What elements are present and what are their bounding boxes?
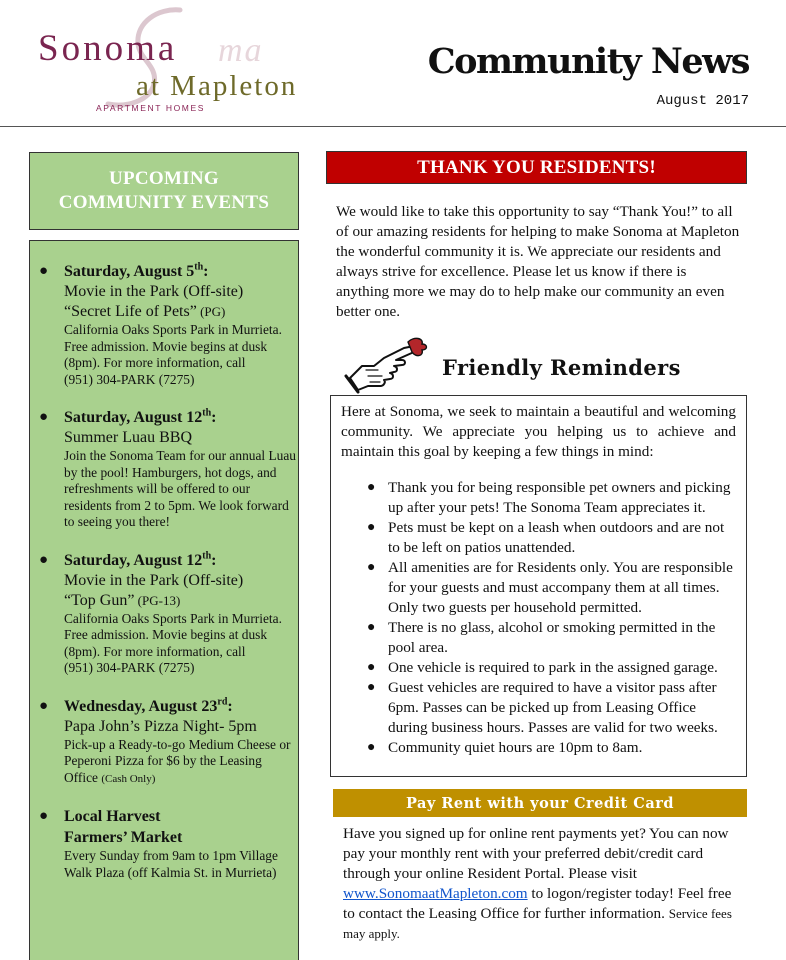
event-title: Movie in the Park (Off-site): [64, 571, 244, 589]
upcoming-events-heading: [29, 152, 299, 230]
bullet-icon: ●: [367, 680, 376, 695]
event-rating: (PG): [196, 304, 226, 319]
event-note: (Cash Only): [101, 772, 156, 785]
event-phone: (951) 304-PARK (7275): [64, 660, 195, 675]
thank-you-heading-text: THANK YOU RESIDENTS!: [417, 156, 656, 178]
event-item: [30, 407, 298, 531]
event-subtitle: “Secret Life of Pets” (PG): [64, 303, 226, 320]
event-item: [30, 806, 298, 881]
bullet-icon: ●: [367, 520, 376, 535]
event-date: Saturday, August 12th:: [64, 550, 217, 569]
event-item: [30, 550, 298, 677]
logo-name-mapleton: at Mapleton: [136, 70, 298, 102]
event-date: Wednesday, August 23rd:: [64, 696, 233, 715]
bullet-icon: ●: [39, 551, 49, 568]
service-fee-note: Service fees may apply.: [343, 906, 732, 941]
reminder-item: ● There is no glass, alcohol or smoking permitted in the pool area.: [367, 619, 716, 656]
event-rating: (PG-13): [134, 592, 181, 608]
event-title: Summer Luau BBQ: [64, 429, 192, 446]
event-date: Local Harvest: [64, 808, 161, 825]
thank-you-body: We would like to take this opportunity to say “Thank You!” to all of our amazing residents for helping to make Sonoma at Mapleton the wonderful community it is. We appreciate our residents and always strive for excellence. Please let us know if there is anything more we may do to help make our community an even better one.: [336, 203, 740, 320]
event-date: Saturday, August 12th:: [64, 407, 217, 426]
pointing-hand-icon: [344, 336, 430, 394]
reminder-item: ● Guest vehicles are required to have a visitor pass after 6pm. Passes can be picked up from Leasing Office during business hours. Passes are valid for two weeks.: [367, 679, 718, 736]
reminder-item: ● Thank you for being responsible pet owners and picking up after your pets! The Sonoma Team appreciates it.: [367, 479, 731, 516]
sonoma-logo: [30, 4, 310, 116]
event-description: Join the Sonoma Team for our annual Luau by the pool! Hamburgers, hot dogs, and refreshments will be offered to our residents from 2 to 5pm. We look forward to seeing you there!: [64, 448, 296, 529]
friendly-reminders-title: Friendly Reminders: [442, 355, 681, 380]
event-description: California Oaks Sports Park in Murrieta. Free admission. Movie begins at dusk (8pm). For more information, call: [64, 322, 282, 370]
bullet-icon: ●: [39, 808, 49, 824]
logo-name-sonoma: Sonoma: [38, 28, 178, 69]
event-title: Farmers’ Market: [64, 829, 183, 846]
pay-rent-heading: [333, 789, 747, 817]
newsletter-title: Community News: [427, 41, 749, 82]
logo-ghost-text: ma: [218, 32, 264, 69]
bullet-icon: ●: [39, 263, 49, 279]
upcoming-events-heading-text: UPCOMING COMMUNITY EVENTS: [58, 168, 270, 213]
pay-rent-heading-text: Pay Rent with your Credit Card: [405, 794, 675, 812]
bullet-icon: ●: [367, 560, 376, 575]
bullet-icon: ●: [367, 740, 376, 755]
newsletter-date: August 2017: [656, 93, 749, 109]
event-title: Movie in the Park (Off-site): [64, 283, 244, 300]
reminder-item: ● All amenities are for Residents only. You are responsible for your guests and must accompany them at all times. Only two guests per household permitted.: [367, 559, 733, 616]
event-title: Papa John’s Pizza Night- 5pm: [64, 717, 257, 735]
bullet-icon: ●: [367, 480, 376, 495]
bullet-icon: ●: [367, 660, 376, 675]
reminders-intro: Here at Sonoma, we seek to maintain a beautiful and welcoming community. We appreciate you helping us to achieve and maintain this goal by keeping a few things in mind:: [341, 403, 736, 460]
pay-rent-body: Have you signed up for online rent payments yet? You can now pay your monthly rent with your preferred debit/credit card through your online Resident Portal. Please visit www.SonomaatMapleton.com to logon/register today! Feel free to contact the Leasing Office for further information. Service fees may apply.: [343, 825, 732, 941]
reminders-box: [330, 395, 747, 777]
reminder-item: ● One vehicle is required to park in the assigned garage.: [367, 659, 718, 676]
reminder-item: ● Pets must be kept on a leash when outdoors and are not to be left on patios unattended.: [367, 519, 725, 556]
bullet-icon: ●: [367, 620, 376, 635]
logo-tagline: APARTMENT HOMES: [96, 103, 206, 113]
resident-portal-link[interactable]: www.SonomaatMapleton.com: [343, 885, 528, 902]
event-phone: (951) 304-PARK (7275): [64, 371, 195, 387]
header-divider: [0, 126, 786, 127]
reminder-item: ● Community quiet hours are 10pm to 8am.: [367, 739, 643, 756]
event-item: [30, 261, 298, 388]
bullet-icon: ●: [39, 697, 49, 714]
reminders-list: [341, 478, 736, 758]
events-panel: [29, 240, 299, 960]
event-description: Every Sunday from 9am to 1pm Village Walk Plaza (off Kalmia St. in Murrieta): [64, 848, 278, 880]
event-subtitle: “Top Gun” (PG-13): [64, 591, 181, 609]
event-description: California Oaks Sports Park in Murrieta. Free admission. Movie begins at dusk (8pm). For more information, call: [64, 610, 282, 659]
events-list: [30, 261, 298, 900]
bullet-icon: ●: [39, 409, 49, 425]
thank-you-heading: [326, 151, 747, 184]
event-description: Pick-up a Ready-to-go Medium Cheese or Peperoni Pizza for $6 by the Leasing Office (Cash Only): [64, 736, 291, 785]
event-item: [30, 696, 298, 788]
event-date: Saturday, August 5th:: [64, 261, 209, 280]
